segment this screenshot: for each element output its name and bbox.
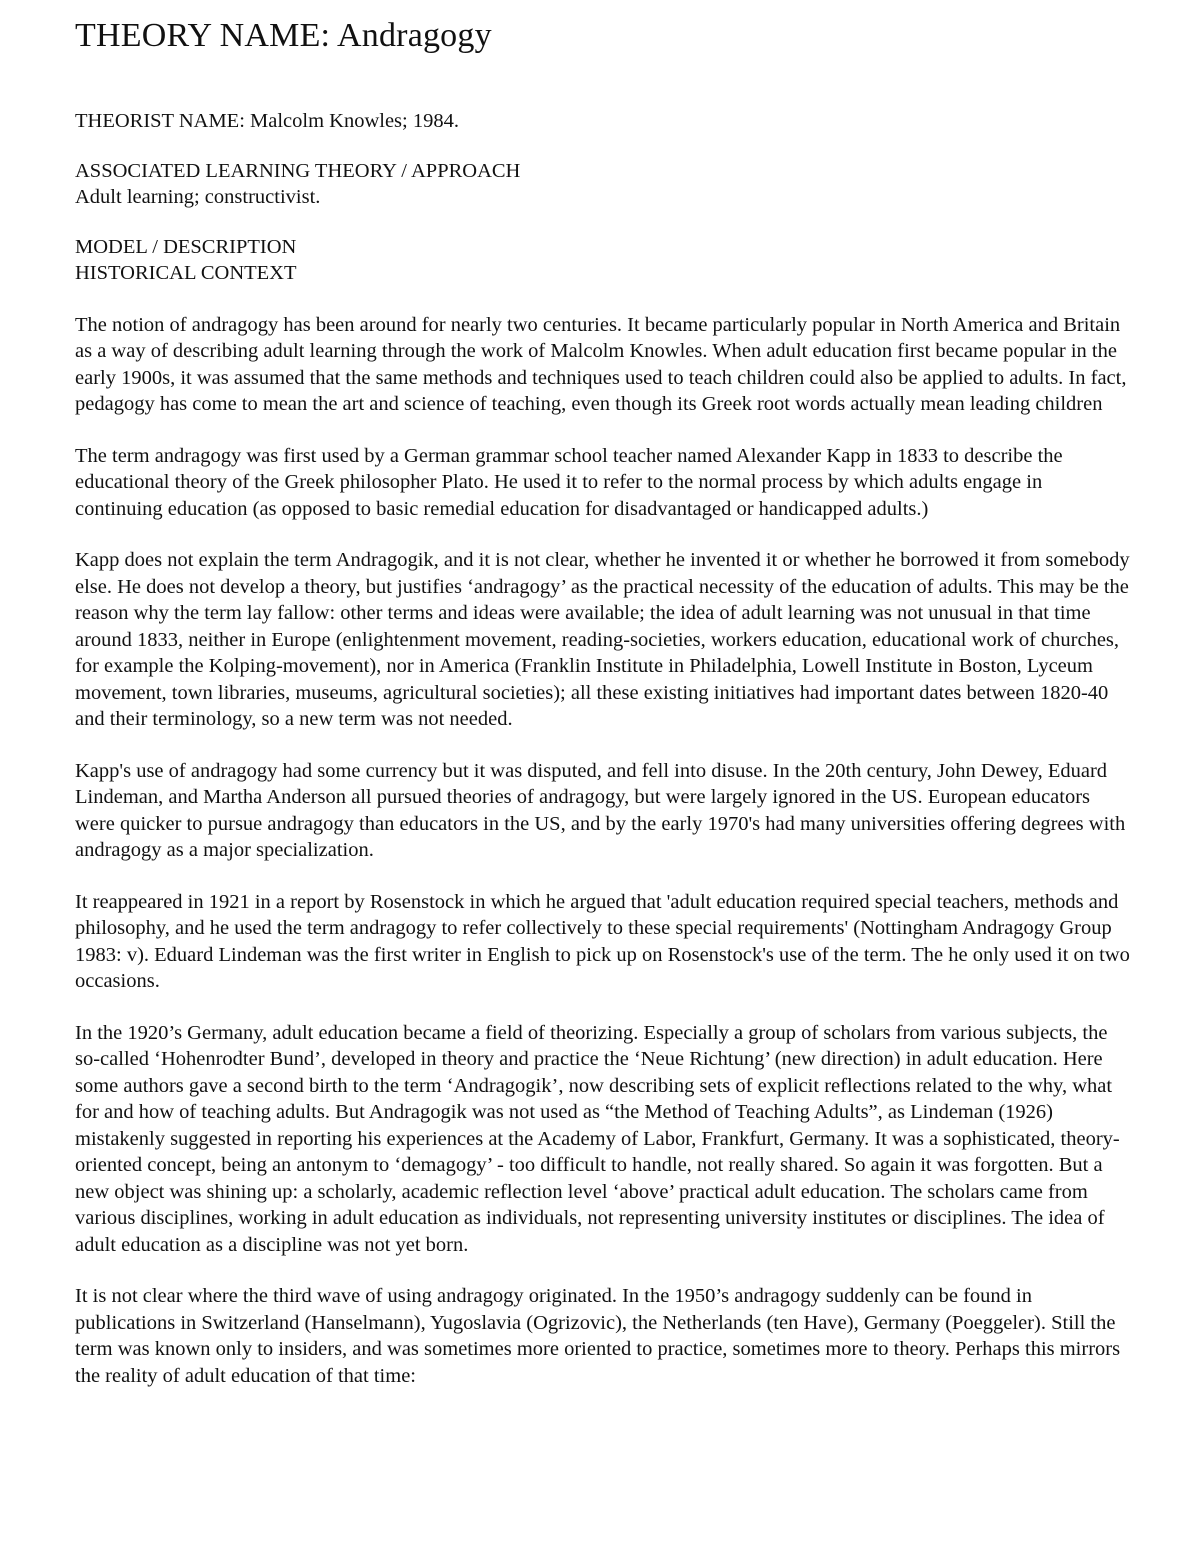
paragraph-6: In the 1920’s Germany, adult education became a field of theorizing. Especially a group of scholars from various subjects, the so-called ‘Hohenrodter Bund’, developed in theory and practice the ‘Neue Richtung’ (new direction) in adult education. Here some authors gave a second birth to the term ‘Andragogik’, now describing sets of explicit reflections related to the why, what for and how of teaching adults. But Andragogik was not used as “the Method of Teaching Adults”, as Lindeman (1926) mistakenly suggested in reporting his experiences at the Academy of Labor, Frankfurt, Germany. It was a sophisticated, theory-oriented concept, being an antonym to ‘demagogy’ - too difficult to handle, not really shared. So again it was forgotten. But a new object was shining up: a scholarly, academic reflection level ‘above’ practical adult education. The scholars came from various disciplines, working in adult education as individuals, not representing university institutes or disciplines. The idea of adult education as a discipline was not yet born. xyxy=(75,1021,1120,1256)
theorist-line: THEORIST NAME: Malcolm Knowles; 1984. xyxy=(75,110,459,132)
paragraph-4: Kapp's use of andragogy had some currency but it was disputed, and fell into disuse. In the 20th century, John Dewey, Eduard Lindeman, and Martha Anderson all pursued theories of andragogy, but were largely ignored in the US. European educators were quicker to pursue andragogy than educators in the US, and by the early 1970's had many universities offering degrees with andragogy as a major specialization. xyxy=(75,759,1126,861)
paragraph-5: It reappeared in 1921 in a report by Rosenstock in which he argued that 'adult education required special teachers, methods and philosophy, and he used the term andragogy to refer collectively to these special requirements' (Nottingham Andragogy Group 1983: v). Eduard Lindeman was the first writer in English to pick up on Rosenstock's use of the term. The he only used it on two occasions. xyxy=(75,890,1130,992)
paragraph-2: The term andragogy was first used by a German grammar school teacher named Alexander Kapp in 1833 to describe the educational theory of the Greek philosopher Plato. He used it to refer to the normal process by which adults engage in continuing education (as opposed to basic remedial education for disadvantaged or handicapped adults.) xyxy=(75,444,1063,520)
associated-theory-section xyxy=(75,158,1130,211)
page-title: THEORY NAME: Andragogy xyxy=(75,17,492,54)
associated-theory-heading: ASSOCIATED LEARNING THEORY / APPROACH xyxy=(75,159,521,182)
model-section xyxy=(75,234,1130,287)
paragraph-1: The notion of andragogy has been around for nearly two centuries. It became particularly popular in North America and Britain as a way of describing adult learning through the work of Malcolm Knowles. When adult education first became popular in the early 1900s, it was assumed that the same methods and techniques used to teach children could also be applied to adults. In fact, pedagogy has come to mean the art and science of teaching, even though its Greek root words actually mean leading children xyxy=(75,313,1127,415)
paragraph-3: Kapp does not explain the term Andragogik, and it is not clear, whether he invented it or whether he borrowed it from somebody else. He does not develop a theory, but justifies ‘andragogy’ as the practical necessity of the education of adults. This may be the reason why the term lay fallow: other terms and ideas were available; the idea of adult learning was not unusual in that time around 1833, neither in Europe (enlightenment movement, reading-societies, workers education, educational work of churches, for example the Kolping-movement), nor in America (Franklin Institute in Philadelphia, Lowell Institute in Boston, Lyceum movement, town libraries, museums, agricultural societies); all these existing initiatives had important dates between 1820-40 and their terminology, so a new term was not needed. xyxy=(75,549,1130,730)
historical-context-heading: HISTORICAL CONTEXT xyxy=(75,262,297,284)
associated-theory-value: Adult learning; constructivist. xyxy=(75,186,321,208)
paragraph-7: It is not clear where the third wave of using andragogy originated. In the 1950’s andragogy suddenly can be found in publications in Switzerland (Hanselmann), Yugoslavia (Ogrizovic), the Netherlands (ten Have), Germany (Poeggeler). Still the term was known only to insiders, and was sometimes more oriented to practice, sometimes more to theory. Perhaps this mirrors the reality of adult education of that time: xyxy=(75,1285,1121,1387)
model-heading: MODEL / DESCRIPTION xyxy=(75,235,297,258)
document-page xyxy=(75,16,1130,1389)
